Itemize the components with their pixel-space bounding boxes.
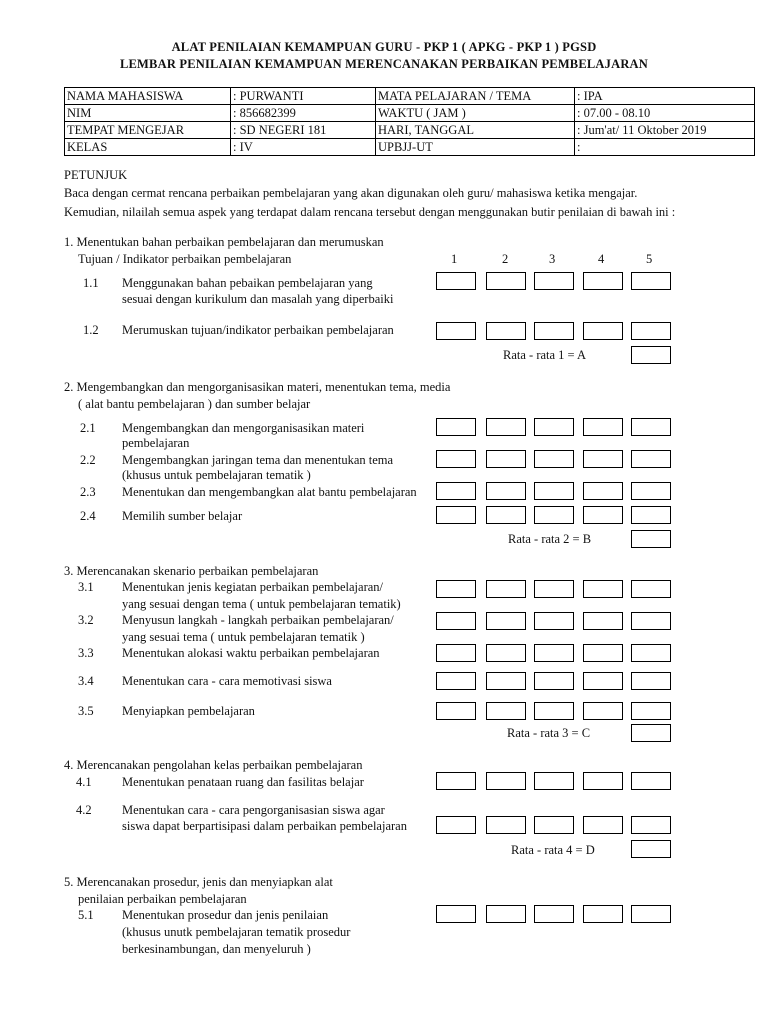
average-box-c[interactable] bbox=[631, 724, 671, 742]
score-box-3-3-5[interactable] bbox=[631, 644, 671, 662]
score-box-4-1-1[interactable] bbox=[436, 772, 476, 790]
score-box-4-2-2[interactable] bbox=[486, 816, 526, 834]
item-text: Menentukan penataan ruang dan fasilitas belajar bbox=[122, 775, 364, 789]
item-text: Menentukan alokasi waktu perbaikan pembelajaran bbox=[122, 646, 380, 660]
value-upbjj: : bbox=[575, 139, 755, 156]
item-number: 3.4 bbox=[78, 674, 94, 688]
score-box-3-5-1[interactable] bbox=[436, 702, 476, 720]
score-box-3-2-3[interactable] bbox=[534, 612, 574, 630]
item-number: 3.2 bbox=[78, 613, 94, 627]
item-text: Menentukan prosedur dan jenis penilaian bbox=[122, 908, 329, 922]
section-2-title: 2. Mengembangkan dan mengorganisasikan materi, menentukan tema, media bbox=[64, 380, 451, 394]
score-box-3-2-2[interactable] bbox=[486, 612, 526, 630]
score-box-5-1-1[interactable] bbox=[436, 905, 476, 923]
item-text-cont-2: berkesinambungan, dan menyeluruh ) bbox=[122, 942, 311, 956]
score-box-1-1-2[interactable] bbox=[486, 272, 526, 290]
score-box-1-1-1[interactable] bbox=[436, 272, 476, 290]
score-box-3-5-5[interactable] bbox=[631, 702, 671, 720]
score-box-3-5-2[interactable] bbox=[486, 702, 526, 720]
average-box-a[interactable] bbox=[631, 346, 671, 364]
value-mapel: : IPA bbox=[575, 88, 755, 105]
score-box-2-3-1[interactable] bbox=[436, 482, 476, 500]
score-box-5-1-2[interactable] bbox=[486, 905, 526, 923]
label-nama: NAMA MAHASISWA bbox=[65, 88, 231, 105]
scale-label-2: 2 bbox=[502, 252, 509, 266]
value-nim: : 856682399 bbox=[231, 105, 376, 122]
score-box-3-3-1[interactable] bbox=[436, 644, 476, 662]
instructions-line-1: Baca dengan cermat rencana perbaikan pembelajaran yang akan digunakan oleh guru/ mahasiswa ketika mengajar. bbox=[64, 186, 638, 200]
item-text: Mengembangkan jaringan tema dan menentukan tema bbox=[122, 453, 394, 467]
score-box-2-2-4[interactable] bbox=[583, 450, 623, 468]
scale-label-1: 1 bbox=[451, 252, 458, 266]
score-box-2-4-3[interactable] bbox=[534, 506, 574, 524]
item-number: 4.1 bbox=[76, 775, 92, 789]
label-waktu: WAKTU ( JAM ) bbox=[376, 105, 575, 122]
score-box-4-2-5[interactable] bbox=[631, 816, 671, 834]
average-label-a: Rata - rata 1 = A bbox=[503, 348, 587, 362]
value-kelas: : IV bbox=[231, 139, 376, 156]
score-box-3-3-3[interactable] bbox=[534, 644, 574, 662]
section-5-title-cont: penilaian perbaikan pembelajaran bbox=[78, 892, 247, 906]
score-box-3-1-1[interactable] bbox=[436, 580, 476, 598]
score-box-2-3-5[interactable] bbox=[631, 482, 671, 500]
item-text: Mengembangkan dan mengorganisasikan materi bbox=[122, 421, 365, 435]
info-row bbox=[65, 88, 755, 105]
score-box-2-4-5[interactable] bbox=[631, 506, 671, 524]
score-box-1-2-5[interactable] bbox=[631, 322, 671, 340]
item-number: 2.3 bbox=[80, 485, 96, 499]
item-number: 3.5 bbox=[78, 704, 94, 718]
score-box-3-4-1[interactable] bbox=[436, 672, 476, 690]
score-box-3-2-5[interactable] bbox=[631, 612, 671, 630]
score-box-1-2-2[interactable] bbox=[486, 322, 526, 340]
score-box-2-1-1[interactable] bbox=[436, 418, 476, 436]
score-box-2-2-5[interactable] bbox=[631, 450, 671, 468]
info-row bbox=[65, 122, 755, 139]
score-box-1-1-5[interactable] bbox=[631, 272, 671, 290]
score-box-2-1-5[interactable] bbox=[631, 418, 671, 436]
score-box-5-1-4[interactable] bbox=[583, 905, 623, 923]
item-number: 1.2 bbox=[83, 323, 99, 337]
score-box-4-1-4[interactable] bbox=[583, 772, 623, 790]
value-tempat: : SD NEGERI 181 bbox=[231, 122, 376, 139]
score-box-2-2-1[interactable] bbox=[436, 450, 476, 468]
score-box-3-4-2[interactable] bbox=[486, 672, 526, 690]
score-box-1-1-4[interactable] bbox=[583, 272, 623, 290]
score-box-5-1-3[interactable] bbox=[534, 905, 574, 923]
item-text-cont: siswa dapat berpartisipasi dalam perbaikan pembelajaran bbox=[122, 819, 407, 833]
item-text-cont: sesuai dengan kurikulum dan masalah yang diperbaiki bbox=[122, 292, 394, 306]
value-waktu: : 07.00 - 08.10 bbox=[575, 105, 755, 122]
scale-label-3: 3 bbox=[549, 252, 556, 266]
score-box-3-5-3[interactable] bbox=[534, 702, 574, 720]
score-box-1-2-1[interactable] bbox=[436, 322, 476, 340]
score-box-2-4-4[interactable] bbox=[583, 506, 623, 524]
score-box-2-2-2[interactable] bbox=[486, 450, 526, 468]
section-2-title-cont: ( alat bantu pembelajaran ) dan sumber belajar bbox=[78, 397, 311, 411]
average-label-b: Rata - rata 2 = B bbox=[508, 532, 592, 546]
item-text: Menggunakan bahan pebaikan pembelajaran yang bbox=[122, 276, 373, 290]
item-text: Menentukan cara - cara pengorganisasian siswa agar bbox=[122, 803, 385, 817]
item-text: Memilih sumber belajar bbox=[122, 509, 243, 523]
form-title: ALAT PENILAIAN KEMAMPUAN GURU - PKP 1 ( APKG - PKP 1 ) PGSD bbox=[171, 40, 597, 54]
item-number: 2.2 bbox=[80, 453, 96, 467]
score-box-4-1-3[interactable] bbox=[534, 772, 574, 790]
info-row bbox=[65, 105, 755, 122]
section-4-title: 4. Merencanakan pengolahan kelas perbaikan pembelajaran bbox=[64, 758, 363, 772]
item-number: 3.1 bbox=[78, 580, 94, 594]
section-3-title: 3. Merencanakan skenario perbaikan pembelajaran bbox=[64, 564, 319, 578]
score-box-2-1-4[interactable] bbox=[583, 418, 623, 436]
item-text-cont: pembelajaran bbox=[122, 436, 190, 450]
average-box-b[interactable] bbox=[631, 530, 671, 548]
value-nama: : PURWANTI bbox=[231, 88, 376, 105]
item-number: 2.1 bbox=[80, 421, 96, 435]
item-number: 1.1 bbox=[83, 276, 99, 290]
score-box-2-4-1[interactable] bbox=[436, 506, 476, 524]
score-box-2-3-2[interactable] bbox=[486, 482, 526, 500]
info-table bbox=[64, 87, 755, 156]
score-box-3-1-4[interactable] bbox=[583, 580, 623, 598]
section-5-title: 5. Merencanakan prosedur, jenis dan menyiapkan alat bbox=[64, 875, 333, 889]
score-box-5-1-5[interactable] bbox=[631, 905, 671, 923]
scale-label-5: 5 bbox=[646, 252, 653, 266]
score-box-1-2-3[interactable] bbox=[534, 322, 574, 340]
item-text-cont: yang sesuai tema ( untuk pembelajaran tematik ) bbox=[122, 630, 365, 644]
score-box-3-1-3[interactable] bbox=[534, 580, 574, 598]
item-text: Menyiapkan pembelajaran bbox=[122, 704, 255, 718]
score-box-4-2-1[interactable] bbox=[436, 816, 476, 834]
score-box-2-2-3[interactable] bbox=[534, 450, 574, 468]
average-label-c: Rata - rata 3 = C bbox=[507, 726, 591, 740]
item-number: 2.4 bbox=[80, 509, 96, 523]
value-hari: : Jum'at/ 11 Oktober 2019 bbox=[575, 122, 755, 139]
score-box-4-2-3[interactable] bbox=[534, 816, 574, 834]
score-box-2-4-2[interactable] bbox=[486, 506, 526, 524]
item-text-cont: yang sesuai dengan tema ( untuk pembelajaran tematik) bbox=[122, 597, 401, 611]
average-label-d: Rata - rata 4 = D bbox=[511, 843, 595, 857]
score-box-2-1-3[interactable] bbox=[534, 418, 574, 436]
instructions-line-2: Kemudian, nilailah semua aspek yang terdapat dalam rencana tersebut dengan menggunakan butir penilaian di bawah ini : bbox=[64, 205, 676, 219]
score-box-3-3-2[interactable] bbox=[486, 644, 526, 662]
score-box-3-2-4[interactable] bbox=[583, 612, 623, 630]
score-box-3-4-4[interactable] bbox=[583, 672, 623, 690]
info-row bbox=[65, 139, 755, 156]
score-box-4-1-5[interactable] bbox=[631, 772, 671, 790]
scale-label-4: 4 bbox=[598, 252, 605, 266]
item-text: Menentukan jenis kegiatan perbaikan pembelajaran/ bbox=[122, 580, 384, 594]
form-subtitle: LEMBAR PENILAIAN KEMAMPUAN MERENCANAKAN PERBAIKAN PEMBELAJARAN bbox=[119, 57, 649, 71]
item-text-cont: (khusus untuk pembelajaran tematik ) bbox=[122, 468, 311, 482]
label-upbjj: UPBJJ-UT bbox=[376, 139, 575, 156]
label-tempat: TEMPAT MENGEJAR bbox=[65, 122, 231, 139]
item-number: 5.1 bbox=[78, 908, 94, 922]
label-hari: HARI, TANGGAL bbox=[376, 122, 575, 139]
score-box-2-3-4[interactable] bbox=[583, 482, 623, 500]
score-box-1-1-3[interactable] bbox=[534, 272, 574, 290]
score-box-3-3-4[interactable] bbox=[583, 644, 623, 662]
item-number: 4.2 bbox=[76, 803, 92, 817]
section-1-title-cont: Tujuan / Indikator perbaikan pembelajaran bbox=[78, 252, 292, 266]
score-box-2-3-3[interactable] bbox=[534, 482, 574, 500]
average-box-d[interactable] bbox=[631, 840, 671, 858]
section-1-title: 1. Menentukan bahan perbaikan pembelajaran dan merumuskan bbox=[64, 235, 384, 249]
score-box-3-4-5[interactable] bbox=[631, 672, 671, 690]
score-box-4-1-2[interactable] bbox=[486, 772, 526, 790]
label-nim: NIM bbox=[65, 105, 231, 122]
item-text: Merumuskan tujuan/indikator perbaikan pembelajaran bbox=[122, 323, 394, 337]
score-box-4-2-4[interactable] bbox=[583, 816, 623, 834]
item-number: 3.3 bbox=[78, 646, 94, 660]
label-kelas: KELAS bbox=[65, 139, 231, 156]
item-text-cont: (khusus unutk pembelajaran tematik prosedur bbox=[122, 925, 351, 939]
score-box-3-4-3[interactable] bbox=[534, 672, 574, 690]
item-text: Menentukan dan mengembangkan alat bantu pembelajaran bbox=[122, 485, 417, 499]
item-text: Menyusun langkah - langkah perbaikan pembelajaran/ bbox=[122, 613, 394, 627]
score-box-2-1-2[interactable] bbox=[486, 418, 526, 436]
item-text: Menentukan cara - cara memotivasi siswa bbox=[122, 674, 332, 688]
score-box-3-1-5[interactable] bbox=[631, 580, 671, 598]
score-box-3-1-2[interactable] bbox=[486, 580, 526, 598]
instructions-heading: PETUNJUK bbox=[64, 168, 128, 182]
score-box-3-5-4[interactable] bbox=[583, 702, 623, 720]
label-mapel: MATA PELAJARAN / TEMA bbox=[376, 88, 575, 105]
score-box-1-2-4[interactable] bbox=[583, 322, 623, 340]
score-box-3-2-1[interactable] bbox=[436, 612, 476, 630]
